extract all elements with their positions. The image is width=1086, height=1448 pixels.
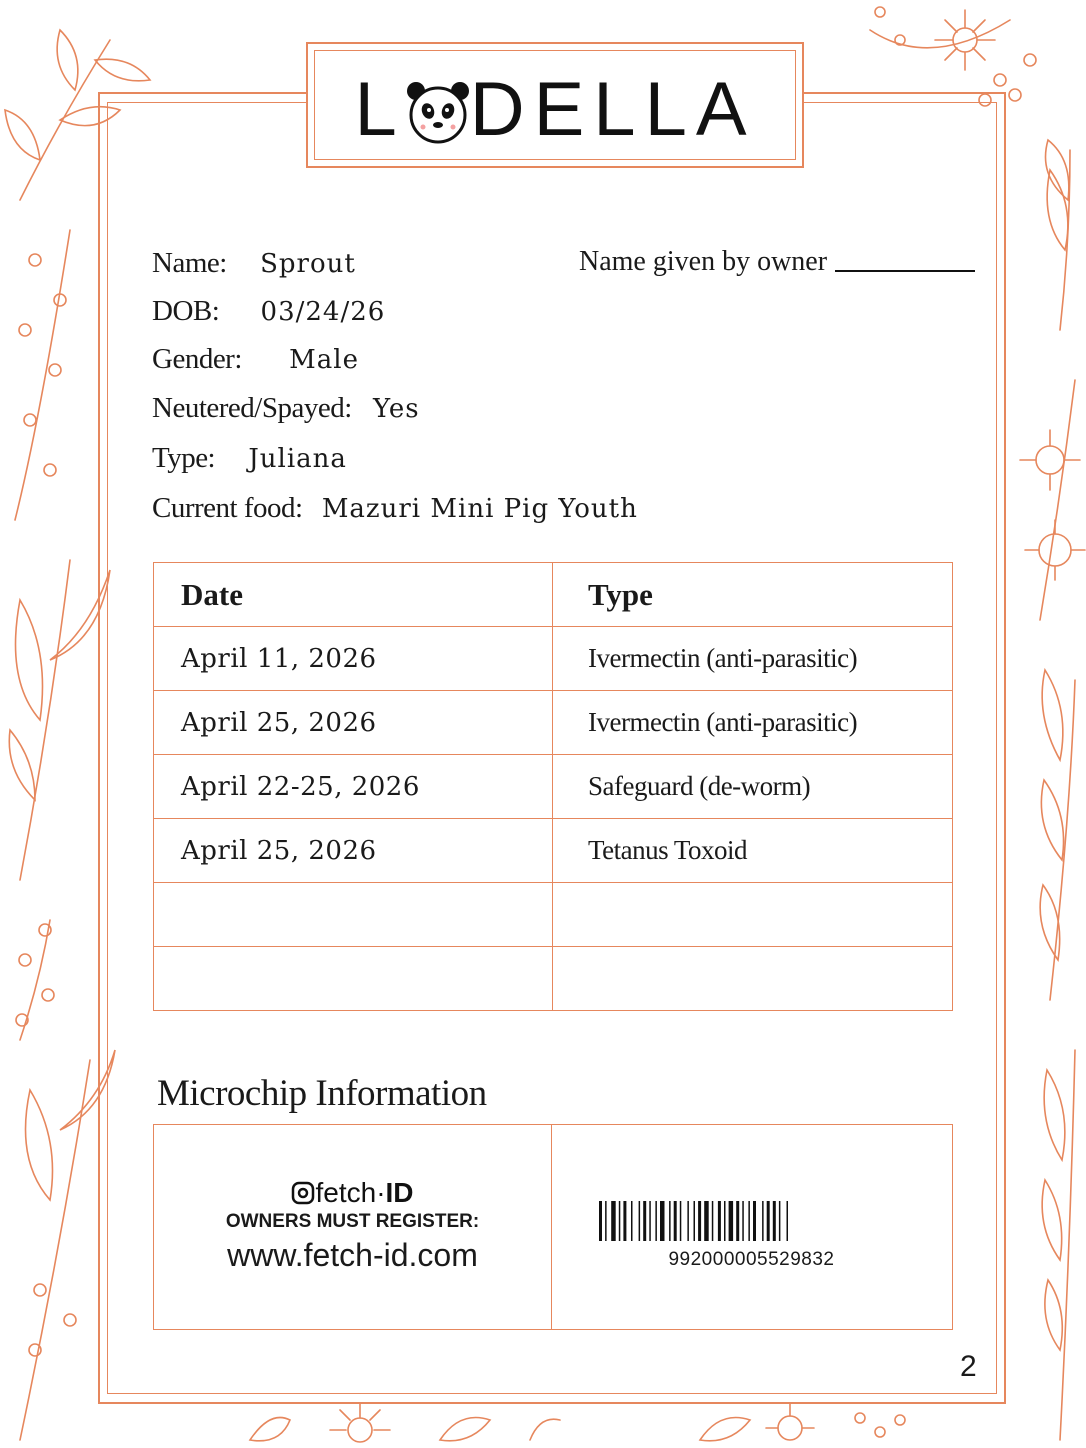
owner-name-label: Name given by owner — [579, 246, 828, 277]
fetch-id-icon — [291, 1181, 315, 1205]
name-value: Sprout — [260, 249, 356, 279]
leaf-sprig-icon — [1042, 1050, 1075, 1440]
header-type: Type — [553, 563, 953, 627]
type-label: Type: — [152, 442, 216, 474]
daisy-flower-icon — [1020, 380, 1085, 620]
neutered-value: Yes — [373, 394, 420, 424]
dob-label: DOB: — [152, 295, 220, 327]
row-date[interactable] — [154, 883, 553, 947]
row-type[interactable] — [553, 947, 953, 1011]
row-type: Tetanus Toxoid — [553, 819, 953, 883]
berry-branch-icon — [15, 230, 70, 520]
fetch-id-logo: fetch·ID — [154, 1177, 551, 1209]
owner-name-field — [579, 246, 975, 278]
microchip-title: Microchip Information — [157, 1073, 487, 1114]
logo-plaque — [306, 42, 804, 168]
row-date[interactable] — [154, 947, 553, 1011]
row-date: April 11, 2026 — [154, 627, 553, 691]
berry-branch-icon — [16, 920, 54, 1040]
microchip-box — [153, 1124, 953, 1330]
row-date: April 22-25, 2026 — [154, 755, 553, 819]
gender-value: Male — [289, 345, 359, 375]
table-row — [154, 627, 953, 691]
page-number: 2 — [960, 1350, 977, 1383]
name-label: Name: — [152, 247, 227, 279]
table-row — [154, 755, 953, 819]
brand-letters-della: DELLA — [469, 67, 756, 152]
table-header-row — [154, 563, 953, 627]
row-date: April 25, 2026 — [154, 691, 553, 755]
owner-name-blank[interactable] — [835, 270, 975, 272]
leaf-sprig-icon — [1040, 670, 1075, 1000]
field-dob — [152, 294, 385, 329]
daisy-flower-icon — [250, 1404, 905, 1442]
fetch-id-block — [154, 1177, 551, 1274]
table-row — [154, 691, 953, 755]
treatment-table — [153, 562, 953, 1011]
fetch-url-link[interactable]: www.fetch-id.com — [227, 1237, 478, 1273]
row-date: April 25, 2026 — [154, 819, 553, 883]
field-food — [152, 491, 638, 526]
table-row — [154, 819, 953, 883]
brand-letter-l: L — [354, 67, 406, 152]
food-label: Current food: — [152, 492, 303, 524]
row-type[interactable] — [553, 883, 953, 947]
leaf-sprig-icon — [9, 560, 110, 880]
chip-number: 992000005529832 — [668, 1249, 835, 1270]
gender-label: Gender: — [152, 343, 242, 375]
panda-face-icon — [406, 81, 470, 141]
field-name — [152, 246, 356, 281]
row-type: Ivermectin (anti-parasitic) — [553, 691, 953, 755]
field-type — [152, 441, 347, 476]
food-value: Mazuri Mini Pig Youth — [321, 494, 638, 524]
barcode-icon — [599, 1201, 889, 1241]
leaf-sprig-icon — [1046, 140, 1071, 330]
row-type: Safeguard (de-worm) — [553, 755, 953, 819]
neutered-label: Neutered/Spayed: — [152, 392, 352, 424]
field-neutered — [152, 391, 420, 426]
brand-logo — [308, 67, 802, 152]
field-gender — [152, 342, 359, 377]
row-type: Ivermectin (anti-parasitic) — [553, 627, 953, 691]
type-value: Juliana — [248, 444, 347, 474]
header-date: Date — [154, 563, 553, 627]
dob-value: 03/24/26 — [260, 297, 386, 327]
register-notice: OWNERS MUST REGISTER: — [225, 1211, 480, 1232]
table-row-empty — [154, 947, 953, 1011]
table-row-empty — [154, 883, 953, 947]
